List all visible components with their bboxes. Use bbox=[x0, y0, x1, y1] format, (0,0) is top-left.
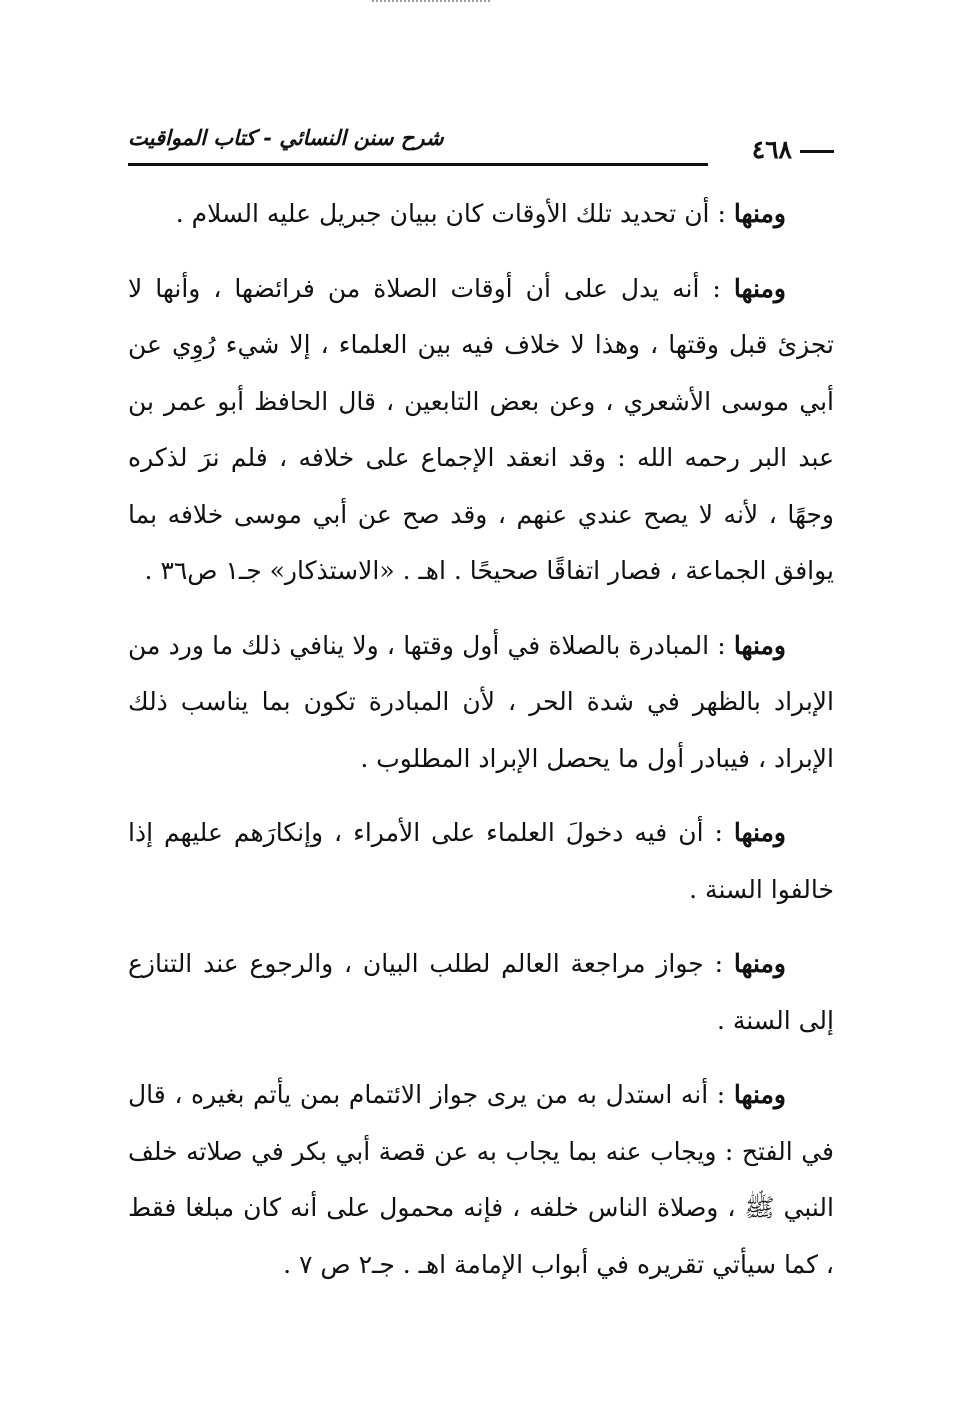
paragraph-text: : المبادرة بالصلاة في أول وقتها ، ولا ينافي ذلك ما ورد من الإبراد بالظهر في شدة الحر ، لأن المبادرة تكون بما يناسب ذلك الإبراد ، فيبادر أول ما يحصل الإبراد المطلوب . bbox=[128, 630, 834, 773]
paragraph-lead: ومنها bbox=[733, 818, 786, 847]
paragraph-lead: ومنها bbox=[733, 949, 786, 978]
paragraph-text: : أن تحديد تلك الأوقات كان ببيان جبريل عليه السلام . bbox=[175, 199, 726, 228]
paragraph-lead: ومنها bbox=[733, 273, 786, 303]
scan-mark bbox=[372, 0, 490, 5]
page-number: ٤٦٨ bbox=[751, 135, 792, 164]
header-rule bbox=[128, 163, 708, 166]
paragraph bbox=[128, 936, 834, 1049]
paragraph-text: : أنه استدل به من يرى جواز الائتمام بمن يأتم بغيره ، قال في الفتح : ويجاب عنه بما يجاب به عن قصة أبي بكر في صلاته خلف النبي ﷺ ، وصلاة الناس خلفه ، فإنه محمول على أنه كان مبلغا فقط ، كما سيأتي تقريره في أبواب الإمامة اهـ . جـ٢ ص ٧ . bbox=[128, 1080, 834, 1279]
paragraph-lead: ومنها bbox=[733, 630, 786, 660]
running-header bbox=[128, 125, 834, 165]
paragraph bbox=[128, 186, 834, 243]
paragraph-lead: ومنها bbox=[733, 1080, 786, 1109]
paragraph bbox=[128, 618, 834, 788]
book-title: شرح سنن النسائي - كتاب المواقيت bbox=[128, 125, 444, 150]
paragraph bbox=[128, 261, 834, 600]
paragraph-lead: ومنها bbox=[733, 199, 786, 228]
paragraph-text: : أن فيه دخولَ العلماء على الأمراء ، وإنكارَهم عليهم إذا خالفوا السنة . bbox=[128, 818, 834, 904]
page-number-dash bbox=[800, 150, 834, 153]
page-body bbox=[128, 186, 834, 1311]
paragraph-text: : جواز مراجعة العالم لطلب البيان ، والرجوع عند التنازع إلى السنة . bbox=[128, 949, 834, 1035]
paragraph bbox=[128, 805, 834, 918]
paragraph-text: : أنه يدل على أن أوقات الصلاة من فرائضها ، وأنها لا تجزئ قبل وقتها ، وهذا لا خلاف فيه بين العلماء ، إلا شيء رُوِي عن أبي موسى الأشعري ، وعن بعض التابعين ، قال الحافظ أبو عمر بن عبد البر رحمه الله : وقد انعقد الإجماع على خلافه ، فلم نرَ لذكره وجهًا ، لأنه لا يصح عندي عنهم ، وقد صح عن أبي موسى خلافه بما يوافق الجماعة ، فصار اتفاقًا صحيحًا . اهـ . «الاستذكار» جـ١ ص٣٦ . bbox=[128, 273, 835, 585]
paragraph bbox=[128, 1067, 834, 1293]
